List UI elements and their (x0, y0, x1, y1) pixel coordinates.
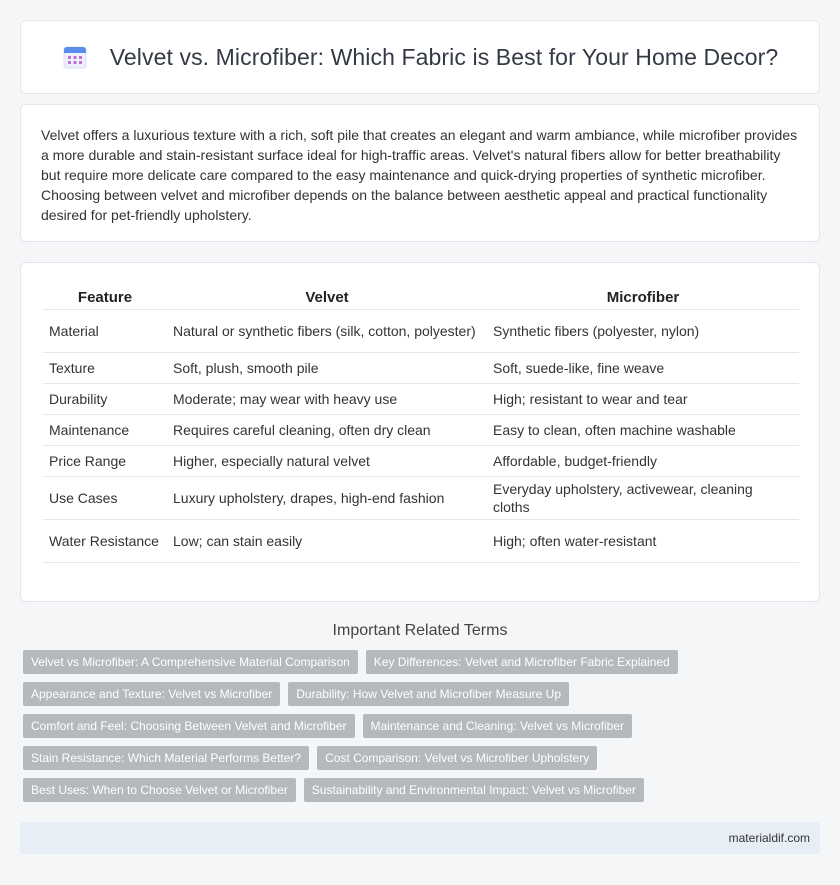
related-tag[interactable]: Sustainability and Environmental Impact: Velvet vs Microfiber (304, 778, 644, 802)
related-tag[interactable]: Velvet vs Microfiber: A Comprehensive Material Comparison (23, 650, 358, 674)
cell-microfiber: Soft, suede-like, fine weave (487, 353, 799, 384)
related-terms-title: Important Related Terms (332, 622, 508, 639)
tag-row (20, 778, 820, 802)
related-terms-section (20, 622, 820, 810)
related-tag[interactable]: Best Uses: When to Choose Velvet or Microfiber (23, 778, 296, 802)
tag-row (20, 714, 820, 738)
summary-text: Velvet offers a luxurious texture with a rich, soft pile that creates an elegant and warm ambiance, while microfiber provides a more durable and stain-resistant surface ideal for high-traffic areas. Velvet's natural fibers allow for better breathability but require more delicate care compared to the easy maintenance and quick-drying properties of synthetic microfiber. Choosing between velvet and microfiber depends on the balance between aesthetic appeal and practical functionality desired for pet-friendly upholstery. (41, 127, 798, 223)
footer (20, 822, 820, 854)
header-velvet: Velvet (167, 283, 487, 310)
cell-velvet: Higher, especially natural velvet (167, 446, 487, 477)
cell-feature: Maintenance (43, 415, 167, 446)
table-row (43, 415, 799, 446)
cell-feature: Price Range (43, 446, 167, 477)
tag-row (20, 746, 820, 770)
cell-velvet: Luxury upholstery, drapes, high-end fashion (167, 477, 487, 520)
cell-feature: Material (43, 310, 167, 353)
header-feature: Feature (43, 283, 167, 310)
table-row (43, 384, 799, 415)
cell-microfiber: Everyday upholstery, activewear, cleaning cloths (487, 477, 799, 520)
cell-microfiber: High; often water-resistant (487, 520, 799, 563)
cell-velvet: Moderate; may wear with heavy use (167, 384, 487, 415)
footer-site[interactable]: materialdif.com (728, 831, 810, 845)
related-tag[interactable]: Maintenance and Cleaning: Velvet vs Microfiber (363, 714, 632, 738)
table-row (43, 520, 799, 563)
calendar-icon (62, 44, 88, 70)
related-tag[interactable]: Stain Resistance: Which Material Performs Better? (23, 746, 309, 770)
cell-feature: Durability (43, 384, 167, 415)
header-microfiber: Microfiber (487, 283, 799, 310)
cell-microfiber: Affordable, budget-friendly (487, 446, 799, 477)
cell-velvet: Natural or synthetic fibers (silk, cotton, polyester) (167, 310, 487, 353)
related-tag[interactable]: Appearance and Texture: Velvet vs Microfiber (23, 682, 280, 706)
cell-velvet: Requires careful cleaning, often dry clean (167, 415, 487, 446)
cell-feature: Water Resistance (43, 520, 167, 563)
cell-microfiber: Synthetic fibers (polyester, nylon) (487, 310, 799, 353)
table-header-row (43, 283, 799, 310)
header-card (20, 20, 820, 94)
table-row (43, 446, 799, 477)
table-row (43, 353, 799, 384)
comparison-table (43, 283, 799, 563)
cell-feature: Use Cases (43, 477, 167, 520)
title-wrap (62, 44, 779, 71)
related-tag[interactable]: Comfort and Feel: Choosing Between Velvet and Microfiber (23, 714, 355, 738)
tag-row (20, 682, 820, 706)
cell-velvet: Low; can stain easily (167, 520, 487, 563)
comparison-table-card (20, 262, 820, 602)
tag-row (20, 650, 820, 674)
table-row (43, 477, 799, 520)
cell-feature: Texture (43, 353, 167, 384)
related-tag[interactable]: Durability: How Velvet and Microfiber Measure Up (288, 682, 569, 706)
page-title: Velvet vs. Microfiber: Which Fabric is Best for Your Home Decor? (109, 43, 779, 70)
summary-card (20, 104, 820, 242)
related-tag[interactable]: Key Differences: Velvet and Microfiber Fabric Explained (366, 650, 678, 674)
cell-velvet: Soft, plush, smooth pile (167, 353, 487, 384)
cell-microfiber: Easy to clean, often machine washable (487, 415, 799, 446)
cell-microfiber: High; resistant to wear and tear (487, 384, 799, 415)
related-tag[interactable]: Cost Comparison: Velvet vs Microfiber Upholstery (317, 746, 597, 770)
table-row (43, 310, 799, 353)
